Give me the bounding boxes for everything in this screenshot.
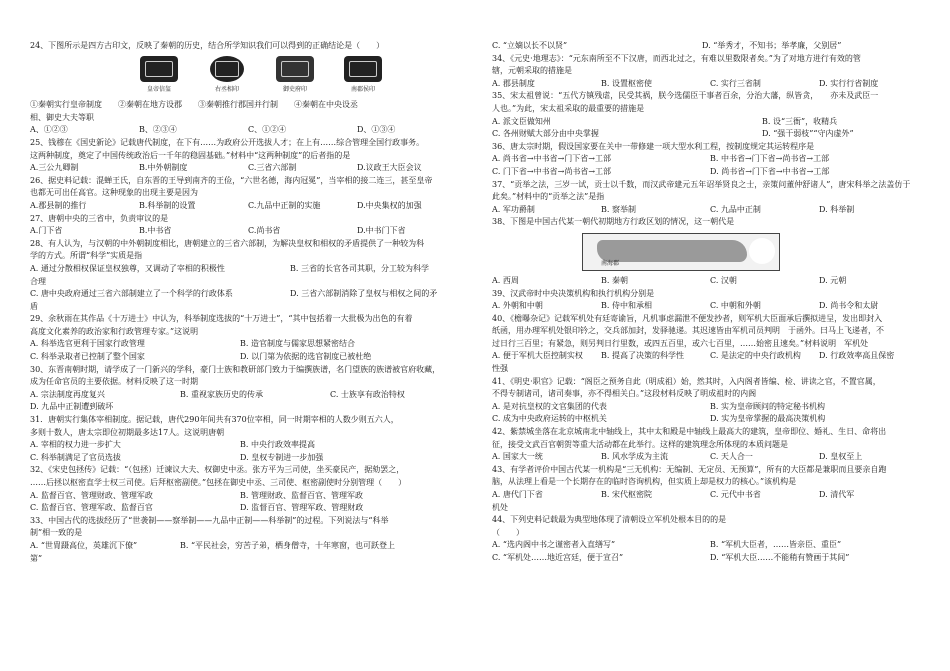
option[interactable]: D.议政王大臣会议 — [357, 163, 422, 173]
option[interactable]: D. 元朝 — [819, 275, 847, 285]
option[interactable]: C. 九品中正制 — [710, 204, 761, 214]
option[interactable]: B. 侍中和承相 — [601, 301, 652, 311]
q27-stem: 27、唐朝中央的三省中，负责审议的是 — [30, 213, 169, 223]
q37-stem-cont: 此矣。”材料中的“贡举之法”是指 — [492, 192, 605, 202]
q40-stem-cont: 纸函，用办理军机处银印钤之，交兵部加封，发驿驰递。其迟速皆由军机司员判明 于函外。曰马上飞递者，不 — [492, 326, 884, 336]
seal-2 — [202, 56, 252, 97]
seal-stamp-icon — [344, 56, 382, 82]
q31-stem-cont: 多则十数人，唐太宗即位初期最多达17人。这说明唐朝 — [30, 427, 225, 437]
q41-options-ab — [492, 401, 928, 414]
option[interactable]: A. 尚书省→中书省→门下省→工部 — [492, 154, 611, 164]
option[interactable]: C. 科举录取者已控制了整个国家 — [30, 352, 145, 362]
option[interactable]: C.尚书省 — [248, 226, 281, 236]
q30-stem: 30、东晋南朝时期，请学成了一门新兴的学科，豪门士族和教研部门致力于编撰族谱，名门望族的族谱被官府收藏， — [30, 364, 441, 374]
option[interactable]: B. 宋代枢密院 — [601, 490, 652, 499]
option[interactable]: C. 实行三省制 — [710, 78, 761, 88]
option[interactable]: B. 察举制 — [601, 204, 636, 214]
option[interactable]: D. 科举制 — [819, 204, 855, 214]
seal-caption: 皇帝信玺 — [146, 85, 171, 93]
option[interactable]: D、①③④ — [357, 125, 396, 135]
q36-options-ab — [492, 153, 928, 166]
q36-options-cd — [492, 166, 928, 179]
q31-options-cd — [30, 452, 466, 465]
option[interactable]: D. 实为皇帝掌握的最高决策机构 — [710, 414, 826, 424]
option[interactable]: A. “世胄蹑高位，英雄沉下僚” — [30, 540, 138, 550]
option[interactable]: D.中书门下省 — [357, 226, 406, 236]
seal-4 — [338, 56, 388, 97]
option[interactable]: A. 通过分散相权保证皇权独尊，又调动了宰相的积极性 — [30, 263, 225, 273]
option[interactable]: D. 皇权专制进一步加强 — [240, 452, 324, 462]
option[interactable]: C. 中朝和外朝 — [710, 301, 761, 311]
option[interactable]: C、①②④ — [248, 125, 287, 135]
dynasty-map — [582, 233, 780, 271]
seal-stamp-icon — [140, 56, 178, 82]
option[interactable]: C. 士族享有政治特权 — [330, 389, 405, 399]
q41-stem-cont: 不得专制诸司，诸司奏事，亦不得相关白。”这段材料反映了明成祖时的内阁 — [492, 389, 757, 399]
q40-stem-cont2: 过日行三百里；有紧急，则另判日行里数，或四五百里，或六七百里，……始密且速矣。”材料说明 军机处 — [492, 338, 869, 348]
q29-options-cd — [30, 351, 466, 364]
option[interactable]: A. 是对抗皇权的文官集团的代表 — [492, 401, 607, 411]
option[interactable]: A、①②③ — [30, 125, 68, 135]
q36-stem: 36、唐太宗时期，假设国家要在关中一带修建一项大型水利工程，按制度规定其运转程序是 — [492, 141, 815, 151]
q28-option-d-cont: 盾 — [30, 301, 38, 311]
q25-options — [30, 162, 466, 175]
q32-options-cd — [30, 502, 466, 515]
q25-stem-cont: 这两种制度，奠定了中国传统政治后一千年的稳固基础。”材料中“这两种制度”的后者指的是 — [30, 150, 351, 160]
option[interactable]: C. 各州财赋大部分由中央掌握 — [492, 129, 599, 139]
option[interactable]: B. 管理财政、监督百官、管理军政 — [240, 490, 363, 500]
q43-stem: 43、有学者评价中国古代某一机构是“三无机构：无编制、无定员、无预算”，所有的大臣都是兼职而且要亲自跑 — [492, 464, 887, 474]
map-label: 南海郡 — [601, 259, 620, 267]
q35-stem: 35、宋太祖曾说：“五代方镇残虐，民受其祸，朕今选儒臣干事者百余，分治大藩，纵皆贪， 亦未及武臣一 — [492, 91, 879, 101]
q28-stem-cont: 学的方式。所谓“科学”实质是指 — [30, 251, 143, 261]
q24-stem: 24、下图所示是四方古印文，反映了秦朝的历史，结合所学知识我们可以得到的正确结论是（ ） — [30, 41, 385, 50]
option[interactable]: B. 中书省→门下省→尚书省→工部 — [710, 154, 830, 164]
q37-options — [492, 204, 928, 217]
q33-stem: 33、中国古代的选拔经历了“世袭制——察举制——九品中正制——科举制”的过程。下列说法与“科举 — [30, 515, 389, 525]
left-column — [30, 40, 466, 565]
option[interactable]: A. 唐代门下省 — [492, 490, 543, 499]
q31-options-ab — [30, 439, 466, 452]
q30-options-abc — [30, 389, 466, 402]
option[interactable]: C.三省六部制 — [248, 163, 297, 173]
option[interactable]: A. 军功爵制 — [492, 204, 535, 214]
q37-stem: 37、“贡举之法，三岁一试，贡士以千数，而汉武帝建元五年诏举贤良之士，亲策问董仲舒诸人”，唐宋科举之法盖仿于 — [492, 179, 911, 189]
option[interactable]: D. 尚书令和太尉 — [819, 301, 879, 311]
option[interactable]: A.郡县制的推行 — [30, 200, 87, 210]
option[interactable]: C.九品中正制的实施 — [248, 200, 321, 210]
option[interactable]: A. 便于军机大臣控制实权 — [492, 351, 583, 361]
option[interactable]: A. 科举选官更利于国家行政管理 — [30, 339, 145, 349]
option[interactable]: B. 风水学成为主流 — [601, 452, 668, 462]
q32-options-ab — [30, 490, 466, 503]
q41-options-cd — [492, 413, 928, 426]
option[interactable]: D. “军机大臣……不能稍有赞画于其间” — [710, 552, 850, 562]
q32-stem-cont: ……后拯以枢密直学士权三司使。后拜枢密副使。”包拯在御史中丞、三司使、枢密副使时分别管理（ ） — [30, 478, 407, 487]
option[interactable]: C. 门下省→中书省→尚书省→工部 — [492, 166, 612, 176]
option[interactable]: D. 监督百官、管理军政、管理财政 — [240, 503, 364, 513]
option[interactable]: C. 成为中央政府运转的中枢机关 — [492, 414, 607, 424]
seal-1 — [134, 56, 184, 97]
q26-stem: 26、据史料记载：混蝉王氏，自东晋的王导到南齐的王俭，“六世名德，海内冠冕”，当宰相的接二连三，甚至皇帝 — [30, 175, 433, 185]
right-column — [492, 40, 928, 565]
q43-options — [492, 489, 928, 502]
q29-options-ab — [30, 338, 466, 351]
q31-stem: 31．唐朝实行集体宰相制度。据记载，唐代290年间共有370位宰相，同一时期宰相的人数少则五六人， — [30, 415, 399, 425]
q40-stem: 40、《檐曝杂记》记载军机处有廷寄谕旨，凡机事虑漏泄不便发抄者，则军机大臣面承后撰拟进呈，发出即封入 — [492, 313, 883, 323]
q35-stem-cont: 人也。”为此，宋太祖采取的最重要的措施是 — [492, 103, 645, 113]
seal-images — [134, 56, 466, 97]
option[interactable]: C. 元代中书省 — [710, 490, 761, 499]
seal-caption: 南郡侯印 — [350, 85, 375, 93]
q35-options-cd — [492, 128, 928, 141]
q44-stem-cont: （ ） — [492, 527, 524, 537]
option[interactable]: D. 尚书省→门下省→中书省→工部 — [710, 166, 830, 176]
q40-option-d-cont: 性强 — [492, 364, 508, 374]
q29-stem-cont: 高度文化素养的政治家和行政管理专家。”这说明 — [30, 326, 199, 336]
option[interactable]: A.三公九卿制 — [30, 163, 79, 173]
q40-options — [492, 350, 928, 363]
option[interactable]: C. 唐中央政府通过三省六部制建立了一个科学的行政体系 — [30, 289, 233, 299]
option[interactable]: A. “选内阁中书之谨密者入直缮写” — [492, 540, 616, 550]
q26-options — [30, 200, 466, 213]
q33-option-b-cont: 第” — [30, 553, 43, 563]
option[interactable]: A. 宗法制度再度复兴 — [30, 389, 105, 399]
option[interactable]: D. 清代军 — [819, 490, 855, 499]
q24-items: ①秦朝实行皇帝制度 ②秦朝在地方设郡 ③秦朝推行郡国并行制 ④秦朝在中央设丞 — [30, 100, 358, 110]
seal-stamp-icon — [210, 56, 244, 82]
option[interactable]: C. 汉朝 — [710, 275, 737, 285]
q42-stem-cont: 征，接受文武百官朝贺等重大活动都在此举行。这样的建筑理念所体现的本质问题是 — [492, 439, 788, 449]
option[interactable]: D. 实行行省制度 — [819, 78, 879, 88]
option[interactable]: B.中书省 — [139, 226, 172, 236]
q42-options — [492, 451, 928, 464]
option[interactable]: A. 西周 — [492, 275, 519, 285]
q29-stem: 29、余秋雨在其作品《十万进士》中认为，科举制度选拔的“十万进士”，“其中包括着一大批极为出色的有着 — [30, 314, 413, 324]
q34-options — [492, 78, 928, 91]
option[interactable]: B. 造官制度与儒家思想紧密结合 — [240, 339, 355, 349]
option[interactable]: D. “举秀才，不知书；举孝廉，父别居” — [702, 41, 842, 50]
q30-stem-cont: 成为任命官员的主要依据。材料反映了这一时期 — [30, 377, 198, 387]
option[interactable]: B. 设“三衙”，收精兵 — [762, 116, 838, 126]
q44-options-cd — [492, 552, 928, 565]
option[interactable]: D. 以门第为依据的选官制度已被杜绝 — [240, 352, 372, 362]
option[interactable]: B. 实为皇帝顾问的特定秘书机构 — [710, 401, 825, 411]
seal-caption: 右丞相印 — [214, 85, 239, 93]
option[interactable]: A. 郡县制度 — [492, 78, 535, 88]
q26-stem-cont: 也都无可出任高官。这种现象的出现主要是因为 — [30, 188, 198, 198]
q42-stem: 42、紫禁城坐落在北京城南北中轴线上，其中太和殿是中轴线上最高大的建筑，皇帝即位、婚礼、生日、命将出 — [492, 427, 887, 437]
option[interactable]: B.科举制的设置 — [139, 200, 196, 210]
option[interactable]: D. 皇权至上 — [819, 452, 863, 462]
option[interactable]: D. 三省六部制消除了皇权与相权之间的矛 — [290, 289, 438, 299]
q25-stem: 25、钱穆在《国史新论》记载唐代制度，在下有……为政府公开选拔人才；在上有……综合管理全国行政事务。 — [30, 137, 425, 147]
option[interactable]: A.门下省 — [30, 226, 63, 236]
option[interactable]: D. “强干弱枝”“守内虚外” — [762, 129, 854, 139]
option[interactable]: A. 外朝和中朝 — [492, 301, 543, 311]
option[interactable]: B. “平民社会，穷苦子弟，栖身僧寺，十年寒窗，也可跃登上 — [180, 540, 396, 550]
option[interactable]: B、②③④ — [139, 125, 177, 135]
q39-options — [492, 300, 928, 313]
option[interactable]: D.中央集权的加强 — [357, 200, 422, 210]
option[interactable]: C. 是法定的中央行政机构 — [710, 351, 801, 361]
q28-option-b-cont: 合理 — [30, 276, 46, 286]
q43-stem-cont: 脑，从法理上看是一个长期存在的临时咨询机构，但实质上却是权力的核心。”该机构是 — [492, 477, 797, 487]
option[interactable]: A. 国家大一统 — [492, 452, 543, 462]
option[interactable]: B. 秦朝 — [601, 275, 628, 285]
q33-stem-cont: 制”相一致的是 — [30, 528, 83, 538]
q32-stem: 32、《宋史包拯传》记载：“（包拯）迁谏议大夫、权御史中丞。张方平为三司使，坐买豪民产，据劾罢之， — [30, 465, 405, 475]
q43-option-d-cont: 机处 — [492, 502, 508, 512]
q41-stem: 41、《明史·职官》记载：“阁臣之预务自此（明成祖）始，然其时，入内阁者皆编、检、讲读之官，不置官属， — [492, 376, 881, 386]
q34-stem-cont: 辖，元朝采取的措施是 — [492, 66, 572, 76]
q24-options — [30, 124, 466, 137]
option[interactable]: B. 三省的长官各司其职，分工较为科学 — [290, 263, 429, 273]
q30-option-d[interactable]: D. 九品中正制遭到破坏 — [30, 402, 114, 412]
option[interactable]: D. 行政效率高且保密 — [819, 351, 895, 361]
q33-options-ab — [30, 540, 466, 553]
option[interactable]: A. 宰相的权力进一步扩大 — [30, 440, 121, 450]
option[interactable]: C. “军机处……地近宫廷，便于宣召” — [492, 552, 624, 562]
q24-items-cont: 相、御史大夫等职 — [30, 112, 94, 122]
map-land — [597, 240, 747, 262]
option[interactable]: C. 天人合一 — [710, 452, 753, 462]
seal-3 — [270, 56, 320, 97]
q34-stem: 34、《元史·地理志》：“元东南所至不下汉唐，而西北过之，有难以里数限者矣。”为了对地方进行有效的管 — [492, 53, 861, 63]
q44-stem: 44、下列史料记载最为典型地体现了清朝设立军机处根本目的的是 — [492, 515, 727, 525]
option[interactable]: C. 科举制满足了官员选拔 — [30, 452, 121, 462]
q38-stem: 38、下图是中国古代某一朝代初期地方行政区划的情况，这一朝代是 — [492, 217, 735, 227]
q35-options-ab — [492, 116, 928, 129]
option[interactable]: B. 中央行政效率提高 — [240, 440, 315, 450]
option[interactable]: B.中外朝制度 — [139, 163, 188, 173]
q28-options-cd — [30, 288, 466, 301]
option[interactable]: C. “立嫡以长不以贤” — [492, 41, 568, 50]
q28-stem: 28、有人认为，与汉朝的中外朝制度相比，唐朝建立的三省六部制，为解决皇权和相权的矛盾提供了一种较为科 — [30, 238, 425, 248]
seal-caption: 御史府印 — [282, 85, 307, 93]
q33-options-cd — [492, 40, 928, 53]
option[interactable]: B. 重视家族历史的传承 — [180, 389, 263, 399]
option[interactable]: A. 监督百官、管理财政、管理军政 — [30, 490, 153, 500]
option[interactable]: C. 监督百官、管理军政、监督百官 — [30, 503, 153, 513]
q38-options — [492, 275, 928, 288]
q28-options-ab — [30, 263, 466, 276]
option[interactable]: B. “军机大臣者，……皆亲臣、重臣” — [710, 540, 842, 550]
option[interactable]: A. 派文臣做知州 — [492, 116, 551, 126]
option[interactable]: B. 设置枢密使 — [601, 78, 652, 88]
q39-stem: 39、汉武帝时中央决策机构和执行机构分别是 — [492, 288, 655, 298]
seal-stamp-icon — [276, 56, 314, 82]
map-sea — [749, 238, 775, 264]
q27-options — [30, 225, 466, 238]
option[interactable]: B. 提高了决策的科学性 — [601, 351, 684, 361]
q44-options-ab — [492, 539, 928, 552]
